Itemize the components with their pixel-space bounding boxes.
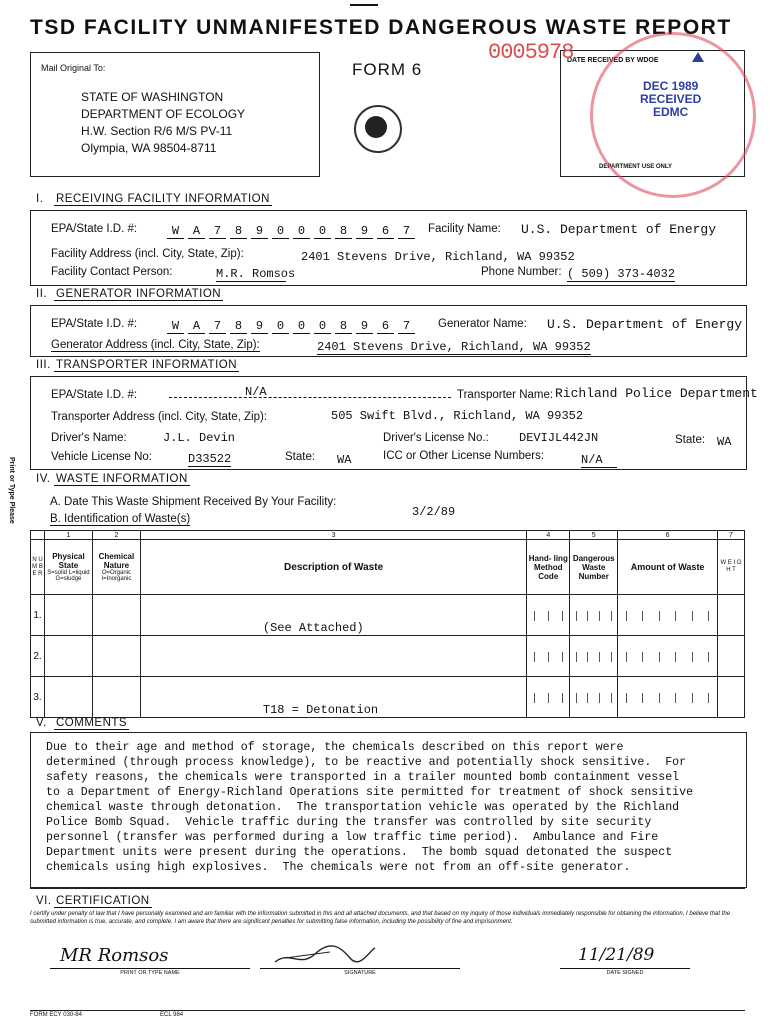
date-signed: 11/21/89	[578, 945, 655, 965]
transporter-address-label: Transporter Address (incl. City, State, Zip):	[51, 411, 268, 423]
column-header: Hand- ling Method Code	[527, 540, 570, 595]
epa-id-char: 8	[335, 224, 352, 239]
received-stamp	[640, 80, 701, 119]
form-number: FORM 6	[352, 60, 423, 79]
section-heading	[36, 473, 190, 485]
epa-id-char: 0	[272, 224, 289, 239]
mail-to-box	[30, 52, 320, 177]
ecl-code: ECL 984	[160, 1012, 184, 1018]
chemical-nature-cell	[92, 677, 140, 718]
column-number-row	[31, 531, 745, 540]
icc-value: N/A	[581, 453, 617, 468]
state-seal-icon	[354, 105, 402, 153]
epa-id-char: 0	[272, 319, 289, 334]
epa-id-char: 7	[209, 224, 226, 239]
physical-state-cell	[44, 595, 92, 636]
row-number: 1.	[31, 595, 45, 636]
column-number: 2	[92, 531, 140, 540]
mail-address-line: Olympia, WA 98504-8711	[81, 141, 217, 155]
section-title: TRANSPORTER INFORMATION	[56, 359, 238, 371]
side-note: Print or Type Please	[8, 456, 15, 524]
section-heading	[36, 717, 129, 729]
icc-label: ICC or Other License Numbers:	[383, 450, 545, 462]
stamp-date: DEC 1989	[642, 79, 699, 93]
epa-id-char: 7	[209, 319, 226, 334]
section-number: II.	[36, 288, 48, 300]
epa-id-label: EPA/State I.D. #:	[51, 223, 138, 235]
column-header: Description of Waste	[140, 540, 526, 595]
section-number: VI.	[36, 895, 52, 907]
printed-name: MR Romsos	[60, 945, 169, 966]
handling-code-cell	[527, 595, 570, 636]
epa-id-char: W	[167, 319, 184, 334]
amount-cell	[618, 595, 718, 636]
section-number: IV.	[36, 473, 51, 485]
epa-id-char: 6	[377, 224, 394, 239]
column-header-sub: O=Organic I=Inorganic	[101, 570, 132, 582]
section-title: CERTIFICATION	[56, 895, 150, 907]
table-row	[31, 636, 745, 677]
epa-id-char: 9	[251, 224, 268, 239]
facility-address-label: Facility Address (incl. City, State, Zip):	[51, 248, 244, 260]
state-label: State:	[285, 451, 316, 463]
department-use-label: DEPARTMENT USE ONLY	[599, 164, 673, 170]
epa-id-blank	[169, 397, 451, 398]
epa-id-field	[167, 221, 419, 239]
physical-state-cell	[44, 677, 92, 718]
column-number: 3	[140, 531, 526, 540]
section-number: III.	[36, 359, 51, 371]
receiving-facility-box	[30, 210, 747, 286]
waste-table	[30, 530, 745, 718]
column-header-sub: S=solid L=liquid G=sludge	[47, 570, 90, 582]
phone-value: ( 509) 373-4032	[567, 267, 676, 281]
description-cell	[140, 636, 526, 677]
epa-id-char: 0	[314, 224, 331, 239]
epa-id-char: 0	[314, 319, 331, 334]
section-number: V.	[36, 717, 47, 729]
row-number: 3.	[31, 677, 45, 718]
transporter-address-value: 505 Swift Blvd., Richland, WA 99352	[331, 409, 584, 423]
triangle-icon	[692, 52, 704, 62]
section-number: I.	[36, 193, 44, 205]
top-rule	[350, 4, 378, 6]
epa-id-char: 9	[356, 319, 373, 334]
section-title: GENERATOR INFORMATION	[56, 288, 222, 300]
description-cell: T18 = Detonation	[140, 677, 526, 718]
printed-name-label: PRINT OR TYPE NAME	[50, 968, 250, 976]
section-heading	[36, 288, 223, 300]
table-row	[31, 677, 745, 718]
certification-statement: I certify under penalty of law that I have personally examined and am familiar with the information submitted in this and all attached documents, and that based on my inquiry of those individuals immediately responsible for obtaining the information, I believe that the submitted information is true, accurate, and complete. I am aware that there are significant penalties for submitting false information, including the possibility of fine and imprisonment.	[30, 911, 731, 925]
epa-id-char: 8	[335, 319, 352, 334]
phone-label: Phone Number:	[481, 266, 562, 278]
epa-id-char: A	[188, 319, 205, 334]
mail-label: Mail Original To:	[41, 63, 106, 73]
state-value: WA	[717, 435, 732, 449]
epa-id-char: W	[167, 224, 184, 239]
column-header-label: Physical State	[52, 552, 85, 570]
section-heading	[36, 895, 152, 907]
driver-name-label: Driver's Name:	[51, 432, 127, 444]
document-number: 0005978	[488, 40, 574, 65]
column-number: 6	[618, 531, 718, 540]
column-header	[44, 540, 92, 595]
section-heading	[36, 359, 239, 371]
column-header-label: Chemical Nature	[98, 552, 135, 570]
driver-license-label: Driver's License No.:	[383, 432, 489, 444]
epa-id-field	[167, 316, 419, 334]
amount-cell	[618, 636, 718, 677]
epa-id-char: 7	[398, 224, 415, 239]
epa-id-char: 0	[293, 224, 310, 239]
facility-name-value: U.S. Department of Energy	[521, 222, 717, 237]
column-number: 5	[570, 531, 618, 540]
divider	[30, 1010, 745, 1011]
driver-name-value: J.L. Devin	[163, 431, 236, 445]
section-title: RECEIVING FACILITY INFORMATION	[56, 193, 270, 205]
waste-number-cell	[570, 595, 618, 636]
table-row	[31, 595, 745, 636]
mail-address-line: STATE OF WASHINGTON	[81, 90, 224, 104]
date-received-value: 3/2/89	[412, 505, 456, 519]
epa-id-char: 8	[230, 224, 247, 239]
generator-name-value: U.S. Department of Energy	[547, 317, 743, 332]
state-value: WA	[337, 453, 352, 467]
section-title: COMMENTS	[56, 717, 128, 729]
weight-cell	[718, 595, 745, 636]
epa-id-char: 9	[356, 224, 373, 239]
epa-id-label: EPA/State I.D. #:	[51, 318, 138, 330]
stamp-line2: EDMC	[653, 105, 689, 119]
transporter-name-label: Transporter Name:	[457, 389, 554, 401]
mail-address	[81, 89, 245, 157]
facility-name-label: Facility Name:	[428, 223, 501, 235]
form-title: TSD FACILITY UNMANIFESTED DANGEROUS WASTE REPORT	[30, 16, 732, 39]
section-title: WASTE INFORMATION	[56, 473, 188, 485]
column-header: W E I G H T	[718, 540, 745, 595]
epa-id-value: N/A	[245, 385, 267, 399]
vehicle-license-label: Vehicle License No:	[51, 451, 153, 463]
chemical-nature-cell	[92, 595, 140, 636]
column-header	[92, 540, 140, 595]
date-signed-label: DATE SIGNED	[560, 968, 690, 976]
comments-text: Due to their age and method of storage, the chemicals described on this report were determined (through process knowledge), to be reactive and potentially shock sensitive. For safety reasons, the chemicals were transported in a trailer mounted bomb containment vessel to a Department of Energy-Richland Operations site permitted for treatment of shock sensitive chemical waste through detonation. The transportation vehicle was operated by the Richland Police Bomb Squad. Vehicle traffic during the transfer was controlled by site security personnel (transfer was performed during a low traffic time period). Ambulance and Fire Department units were present during the operations. The bomb squad detonated the suspect chemicals using high explosives. The chemicals were not from an off-site generator.	[46, 741, 694, 874]
handling-code-cell	[527, 677, 570, 718]
signature-label: SIGNATURE	[260, 968, 460, 976]
epa-id-label: EPA/State I.D. #:	[51, 389, 138, 401]
weight-cell	[718, 636, 745, 677]
identification-heading: B. Identification of Waste(s)	[50, 513, 191, 525]
column-header-row	[31, 540, 745, 595]
waste-number-cell	[570, 677, 618, 718]
epa-id-char: 9	[251, 319, 268, 334]
column-number: 1	[44, 531, 92, 540]
mail-address-line: DEPARTMENT OF ECOLOGY	[81, 107, 246, 121]
epa-id-char: 7	[398, 319, 415, 334]
column-header: Amount of Waste	[618, 540, 718, 595]
date-received-label: DATE RECEIVED BY WDOE	[567, 57, 659, 64]
form-code: FORM ECY 030-84	[30, 1012, 82, 1018]
contact-person-value: M.R. Romsos	[216, 267, 296, 281]
driver-license-value: DEVIJL442JN	[519, 431, 599, 445]
physical-state-cell	[44, 636, 92, 677]
weight-cell	[718, 677, 745, 718]
generator-address-label: Generator Address (incl. City, State, Zip):	[51, 339, 260, 351]
vehicle-license-value: D33522	[188, 452, 232, 466]
stamp-line1: RECEIVED	[640, 92, 702, 106]
divider	[30, 888, 745, 889]
column-number: 7	[718, 531, 745, 540]
transporter-name-value: Richland Police Department	[555, 386, 758, 401]
state-label: State:	[675, 434, 706, 446]
signature-scribble	[270, 940, 380, 970]
contact-person-label: Facility Contact Person:	[51, 266, 173, 278]
row-number: 2.	[31, 636, 45, 677]
transporter-box	[30, 376, 758, 470]
epa-id-char: 8	[230, 319, 247, 334]
handling-code-cell	[527, 636, 570, 677]
mail-address-line: H.W. Section R/6 M/S PV-11	[81, 124, 233, 138]
generator-box	[30, 305, 747, 357]
column-number: 4	[527, 531, 570, 540]
epa-id-char: 6	[377, 319, 394, 334]
epa-id-char: A	[188, 224, 205, 239]
date-received-question: A. Date This Waste Shipment Received By Your Facility:	[50, 496, 337, 508]
epa-id-char: 0	[293, 319, 310, 334]
description-cell: (See Attached)	[140, 595, 526, 636]
chemical-nature-cell	[92, 636, 140, 677]
facility-address-value: 2401 Stevens Drive, Richland, WA 99352	[301, 250, 575, 264]
generator-address-value: 2401 Stevens Drive, Richland, WA 99352	[317, 340, 591, 354]
column-header: N U M B E R	[31, 540, 45, 595]
column-header: Dangerous Waste Number	[570, 540, 618, 595]
waste-number-cell	[570, 636, 618, 677]
section-heading	[36, 193, 272, 205]
amount-cell	[618, 677, 718, 718]
column-number	[31, 531, 45, 540]
generator-name-label: Generator Name:	[438, 318, 527, 330]
